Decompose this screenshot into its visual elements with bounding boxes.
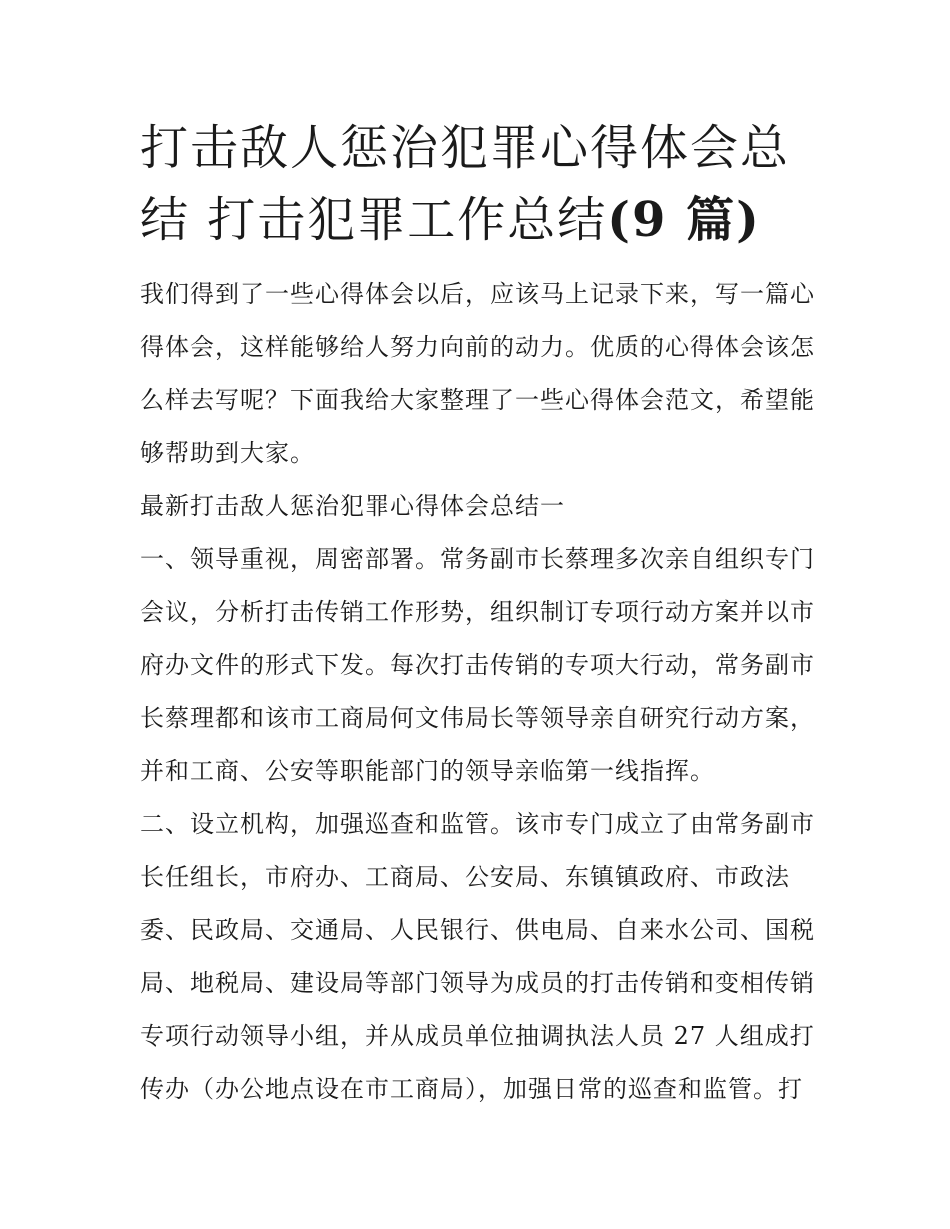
document-title	[140, 112, 820, 256]
title-count: (9 篇)	[607, 192, 761, 248]
section-heading: 最新打击敌人惩治犯罪心得体会总结一	[140, 492, 565, 520]
body-paragraph-1: 一、领导重视，周密部署。常务副市长蔡理多次亲自组织专门会议，分析打击传销工作形势，组织制订专项行动方案并以市府办文件的形式下发。每次打击传销的专项大行动，常务副市长蔡理都和该市工商局何文伟局长等领导亲自研究行动方案，并和工商、公安等职能部门的领导亲临第一线指挥。	[140, 545, 815, 785]
title-line-2: 结 打击犯罪工作总结	[140, 192, 608, 248]
intro-paragraph: 我们得到了一些心得体会以后，应该马上记录下来，写一篇心得体会，这样能够给人努力向前的动力。优质的心得体会该怎么样去写呢？下面我给大家整理了一些心得体会范文，希望能够帮助到大家。	[140, 280, 815, 467]
document-page	[140, 112, 820, 1116]
title-line-1: 打击敌人惩治犯罪心得体会总	[140, 120, 791, 176]
body-paragraph-2: 二、设立机构，加强巡查和监管。该市专门成立了由常务副市长任组长，市府办、工商局、公安局、东镇镇政府、市政法委、民政局、交通局、人民银行、供电局、自来水公司、国税局、地税局、建设局等部门领导为成员的打击传销和变相传销专项行动领导小组，并从成员单位抽调执法人员 27 人组成打传办（办公地点设在市工商局），加强日常的巡查和监管。打	[140, 810, 815, 1103]
